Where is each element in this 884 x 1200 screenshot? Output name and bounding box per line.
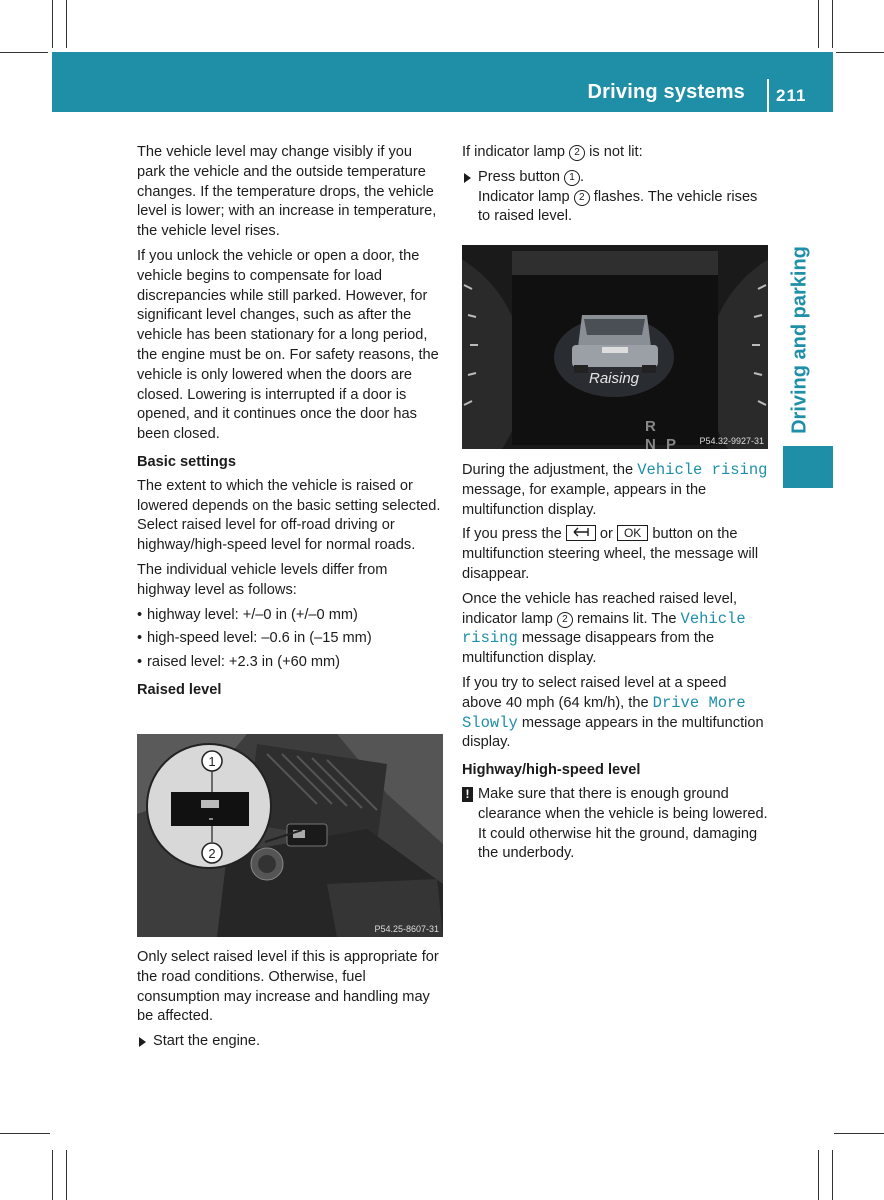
side-tab-marker <box>783 446 833 488</box>
text: Press button <box>478 168 564 185</box>
display-message-code: Vehicle rising <box>637 461 768 479</box>
heading-highway-level: Highway/high-speed level <box>462 762 641 779</box>
display-message-code: Vehicle rising <box>462 609 746 648</box>
warning-note <box>462 785 770 864</box>
text: . <box>580 168 585 185</box>
list-item: • high-speed level: –0.6 in (–15 mm) <box>137 629 444 649</box>
callout-1-label: 1 <box>208 754 216 769</box>
text: If indicator lamp <box>462 144 570 160</box>
step-text: Start the engine. <box>153 1033 261 1050</box>
right-column-bottom <box>462 461 770 869</box>
text: or <box>595 526 617 543</box>
text: Once the vehicle has reached raised level, indicator lamp <box>462 590 738 627</box>
crop-mark <box>66 1150 67 1200</box>
paragraph <box>462 674 770 753</box>
text: If you press the <box>462 526 566 543</box>
lamp-2-symbol: 2 <box>557 612 573 628</box>
ok-key: OK <box>617 525 648 541</box>
page-number: 211 <box>776 86 807 105</box>
triangle-right-icon <box>139 1037 146 1047</box>
crop-mark <box>832 1150 833 1200</box>
text: During the adjustment, the <box>462 462 638 478</box>
list-item: • raised level: +2.3 in (+60 mm) <box>137 653 444 673</box>
button-1-symbol: 1 <box>564 170 580 186</box>
section-title: Driving systems <box>587 81 745 103</box>
center-console-figure <box>137 734 443 937</box>
crop-mark <box>818 1150 819 1200</box>
gear-r: R <box>645 418 656 435</box>
triangle-right-icon <box>464 173 471 183</box>
gear-p: P <box>666 436 677 449</box>
step-start-engine <box>137 1032 444 1052</box>
step-press-button <box>462 168 770 227</box>
figure-code: P54.25-8607-31 <box>374 924 439 934</box>
paragraph: The individual vehicle levels differ from highway level as follows: <box>137 561 388 598</box>
paragraph <box>462 525 770 584</box>
figure-code: P54.32-9927-31 <box>699 436 764 446</box>
header-bar <box>52 52 833 112</box>
crop-mark <box>66 0 67 48</box>
lamp-2-symbol: 2 <box>569 145 585 161</box>
paragraph <box>462 143 770 163</box>
crop-mark <box>52 1150 53 1200</box>
text: message appears in the multifunction display. <box>462 714 764 751</box>
warning-text: Make sure that there is enough ground clearance when the vehicle is being lowered. It could otherwise hit the ground, damaging the underbody. <box>478 785 768 862</box>
header-divider <box>767 79 769 112</box>
paragraph: If you unlock the vehicle or open a door, the vehicle begins to compensate for load discrepancies while still parked. However, for significant level changes, such as after the vehicle has been stationary for a long period, the engine must be on. For safety reasons, the vehicle is only lowered when the doors are closed. Lowering is interrupted if a door is opened, and it continues once the door has been closed. <box>137 247 439 443</box>
back-arrow-icon <box>566 525 596 541</box>
left-column-bottom <box>137 948 444 1057</box>
level-list <box>137 606 444 673</box>
paragraph: The extent to which the vehicle is raised or lowered depends on the basic setting selected. Select raised level for off-road driving or highway/high-speed level for normal roads. <box>137 477 441 554</box>
callout-2-label: 2 <box>208 846 216 861</box>
heading-raised-level: Raised level <box>137 681 222 698</box>
left-column <box>137 143 444 705</box>
right-column-top <box>462 143 770 232</box>
crop-mark <box>0 52 48 53</box>
crop-mark <box>836 52 884 53</box>
side-tab <box>760 240 840 440</box>
text: message disappears from the multifunction display. <box>462 630 715 667</box>
exclamation-icon: ! <box>462 787 473 802</box>
paragraph: Only select raised level if this is appropriate for the road conditions. Otherwise, fuel consumption may increase and handling may be affected. <box>137 949 439 1025</box>
text: is not lit: <box>585 144 643 160</box>
instrument-cluster-illustration <box>462 245 768 449</box>
crop-mark <box>834 1133 884 1134</box>
side-tab-label: Driving and parking <box>788 246 811 434</box>
text: Indicator lamp <box>478 188 574 205</box>
paragraph: The vehicle level may change visibly if you park the vehicle and the outside temperature changes. If the temperature drops, the vehicle level is lower; with an increase in temperature, the vehicle level rises. <box>137 144 437 240</box>
heading-basic-settings: Basic settings <box>137 453 236 470</box>
list-item: • highway level: +/–0 in (+/–0 mm) <box>137 606 444 626</box>
crop-mark <box>52 0 53 48</box>
instrument-cluster-figure <box>462 245 768 449</box>
center-console-illustration <box>137 734 443 937</box>
gear-n: N <box>645 436 656 449</box>
text: remains lit. The <box>572 610 681 627</box>
crop-mark <box>818 0 819 48</box>
text: button on the multifunction steering wheel, the message will disappear. <box>462 526 759 582</box>
paragraph <box>462 590 770 669</box>
display-message-code: Drive More Slowly <box>462 693 746 732</box>
text: If you try to select raised level at a speed above 40 mph (64 km/h), the <box>462 674 727 711</box>
paragraph <box>462 461 770 520</box>
text: flashes. The vehicle rises to raised level. <box>478 188 758 225</box>
lamp-2-symbol: 2 <box>574 190 590 206</box>
crop-mark <box>832 0 833 48</box>
display-message: Raising <box>588 370 640 387</box>
crop-mark <box>0 1133 50 1134</box>
text: message, for example, appears in the multifunction display. <box>462 481 707 518</box>
